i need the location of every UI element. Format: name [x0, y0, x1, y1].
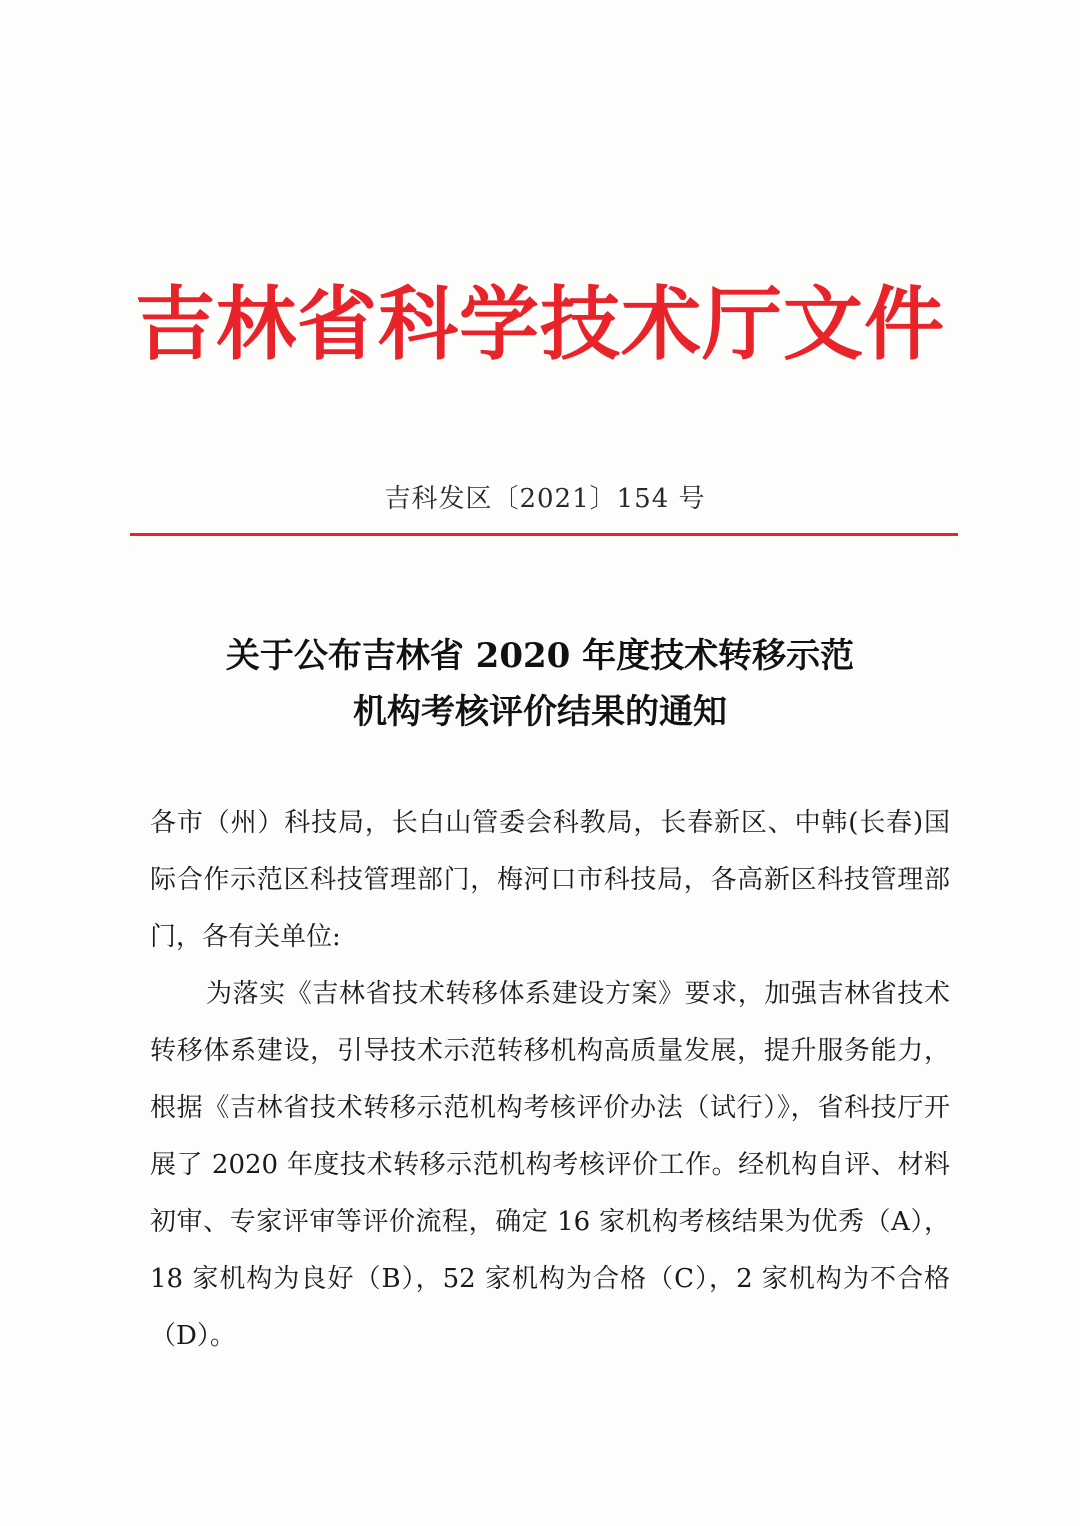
- masthead-title: 吉林省科学技术厅文件: [135, 278, 945, 371]
- notice-title: [100, 628, 980, 740]
- notice-title-line-2: 机构考核评价结果的通知: [353, 692, 727, 732]
- red-separator-line: [130, 533, 958, 536]
- body-paragraph: 为落实《吉林省技术转移体系建设方案》要求，加强吉林省技术转移体系建设，引导技术示范转移机构高质量发展，提升服务能力，根据《吉林省技术转移示范机构考核评价办法（试行）》，省科技厅开展了 2020 年度技术转移示范机构考核评价工作。经机构自评、材料初审、专家评审等评价流程，确定 16 家机构考核结果为优秀（A），18 家机构为良好（B），52 家机构为合格（C），2 家机构为不合格（D）。: [150, 979, 950, 1351]
- salutation: 各市（州）科技局，长白山管委会科教局，长春新区、中韩(长春)国际合作示范区科技管理部门，梅河口市科技局，各高新区科技管理部门，各有关单位:: [150, 808, 950, 952]
- document-number: 吉科发区〔2021〕154 号: [384, 484, 706, 514]
- notice-body: [150, 795, 950, 1365]
- notice-title-line-1: 关于公布吉林省 2020 年度技术转移示范: [225, 636, 855, 676]
